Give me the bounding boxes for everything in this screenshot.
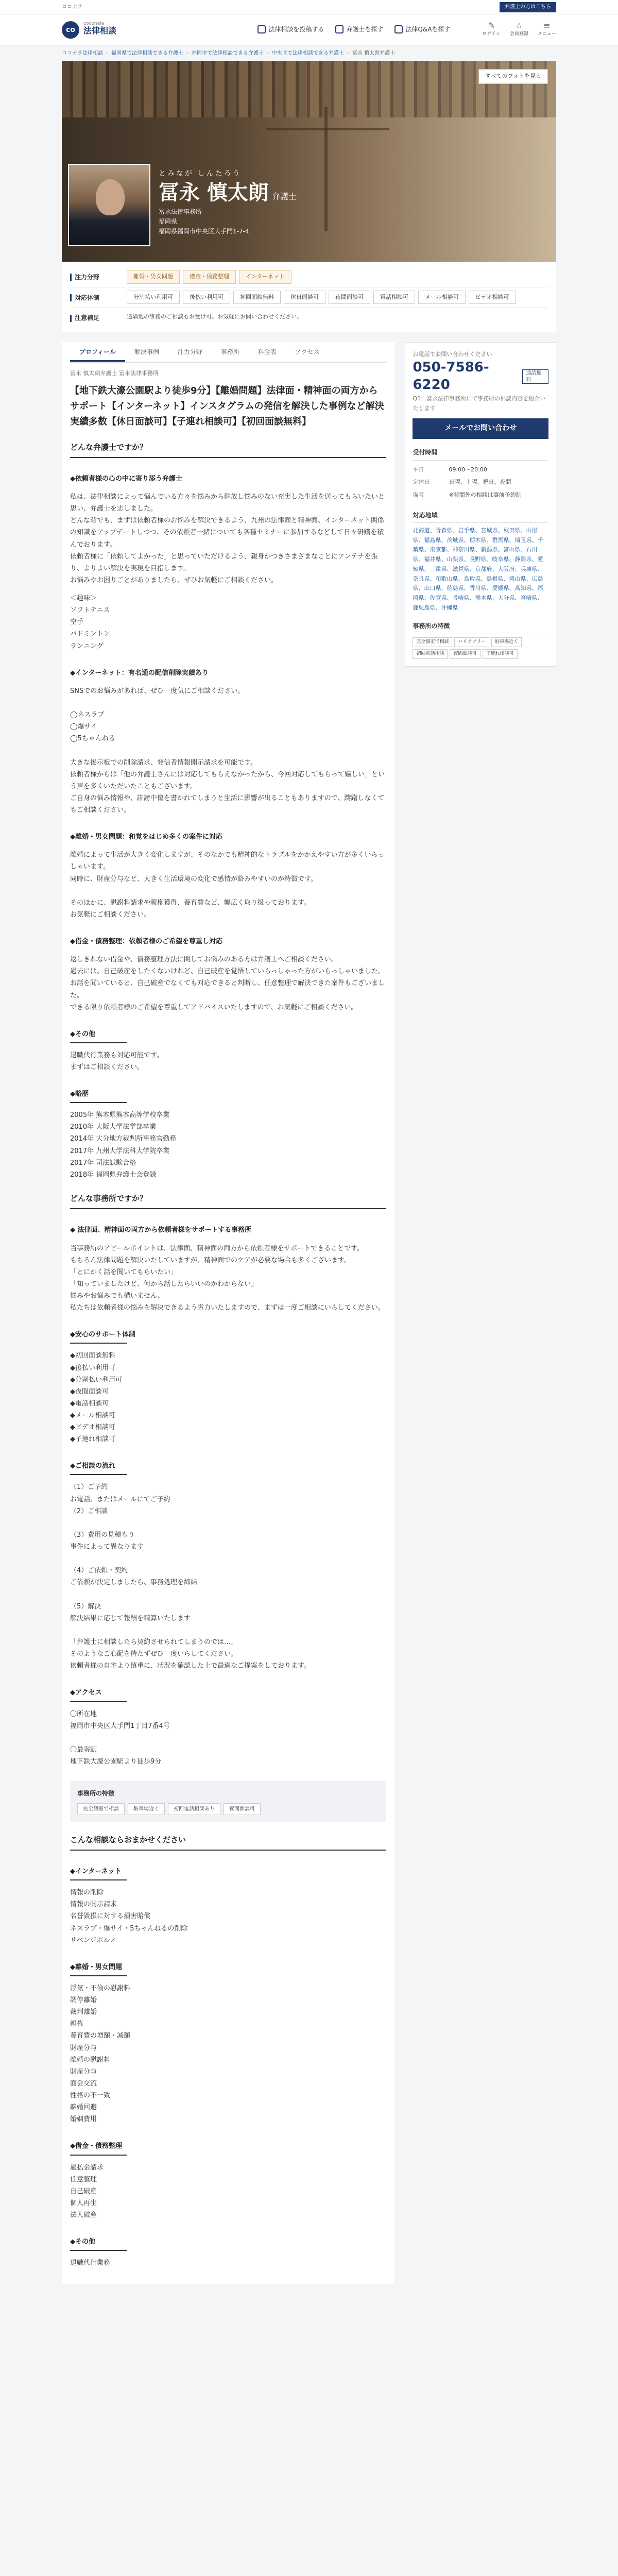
bar-association: 福岡県	[159, 217, 178, 225]
area-heading: 対応地域	[413, 510, 548, 523]
service-chip: 後払い利用可	[183, 291, 230, 304]
divorce-heading: ◆離婚・男女問題：和覚をはじめ多くの案件に対応	[70, 833, 222, 841]
topbar	[0, 0, 618, 14]
breadcrumb-current: 冨永 慎太朗弁護士	[352, 50, 396, 56]
feature-chip: 完全個室で相談	[413, 637, 452, 647]
person-icon	[335, 25, 344, 33]
profile-main	[62, 342, 394, 2285]
office-feature-chip: 初回電話相談あり	[168, 1803, 220, 1815]
feature-chip: 夜間面談可	[450, 649, 480, 659]
internet-text: SNSでのお悩みがあれば、ぜひ一度気にご相談ください。 ◯ネスラブ ◯爆サイ ◯5ちゃんねる 大きな掲示板での削除請求、発信者情報開示請求を可能です。 依頼者様からは「他の弁護士さんには対応してもらえなかったから、今回対応してもらって嬉しい」という声を多くいただいたこともございます。 ご自身の悩み情報や、誹謗中傷を書かれてしまうと生活に影響が出ることもありますので、躊躇しなくてもご相談ください。	[70, 687, 385, 815]
other-heading: ◆その他	[70, 1030, 95, 1038]
site-header	[0, 14, 618, 45]
heading-rule	[70, 2155, 127, 2156]
breadcrumb: ココナラ法律相談 › 福岡県で法律相談できる弁護士 › 福岡市で法律相談できる弁護士 › 中央区で法律相談できる弁護士 › 冨永 慎太朗弁護士	[0, 45, 618, 61]
flow-text: （1）ご予約 お電話、またはメールにてご予約 （2）ご相談 （3）費用の見積もり 事件によって異なります （4）ご依頼・契約 ご依頼が決定しましたら、事務処理を締結 （5）解決 解決結果に応じて報酬を精算いたします 「弁護士に相談したら契約させられてしまうのでは…」 そのようなご心配を持たずぜひ一度いらしてください。 依頼者様の自宅より慎重に、状況を確認した上で最適なご提案をしております。	[70, 1483, 311, 1670]
tab-profile[interactable]: プロフィール	[70, 342, 125, 362]
tab-office[interactable]: 事務所	[220, 348, 239, 355]
section-title-office: どんな事務所ですか？	[70, 1192, 386, 1210]
debt-text: 返しきれない借金や、債務整理方法に関してお悩みのある方は弁護士へご相談ください。 過去には、自己破産をしたくないけれど、自己破産を覚悟していらっしゃった方がいらっしゃいました。 お話を聞いていると、自己破産でなくても対応できると判断し、任意整理で解決できた案件もございました。 できる限り依頼者様のご希望を尊重してアドバイスいたしますので、お気軽にご相談ください。	[70, 956, 385, 1011]
section-title-lawyer: どんな弁護士ですか？	[70, 441, 386, 459]
office-feature-box	[70, 1781, 386, 1822]
service-chip: 電話相談可	[373, 291, 415, 304]
logo-icon: co	[62, 21, 79, 39]
intro-text: 私は、法律相談によって悩んでいる方々を悩みから解放し悩みのない充実した生活を送ってもらいたいと思い、弁護士を志しました。 どんな時でも、まずは依頼者様のお悩みを解決できるよう、九州の法律面と精神面、インターネット関係の知識をアップデートしつつ、その依頼者一緒についても各種セミナーに参加するなどして日々研鑽を積んでおります。 依頼者様に「依頼してよかった」と思っていただけるよう、親身かつきさまざまなことにアンテナを張り、よりよい解決を実現を目指します。 お悩みやお困りごとがありましたら、ぜひお気軽にご相談ください。	[70, 493, 385, 584]
lawyer-info	[159, 168, 297, 236]
consult-debt-heading: ◆借金・債務整理	[70, 2142, 122, 2150]
site-logo[interactable]	[62, 21, 116, 39]
menu-button[interactable]: ≡ メニュー	[537, 20, 556, 37]
nav-find-qa[interactable]: 法律Q&Aを探す	[394, 24, 450, 35]
feature-chip: 初回電話相談	[413, 649, 448, 659]
fields-panel	[62, 262, 556, 332]
tab-fields[interactable]: 注力分野	[177, 348, 202, 355]
section-title-consult: こんな相談ならおまかせください	[70, 1834, 386, 1851]
feature-chip: 駐車場近く	[491, 637, 522, 647]
service-chip: 分割払い利用可	[127, 291, 180, 304]
lawyer-register-button[interactable]: 弁護士の方はこちら	[500, 2, 556, 12]
nav-post-consult[interactable]: 法律相談を投稿する	[258, 24, 324, 35]
consult-debt-text: 過払金請求 任意整理 自己破産 個人再生 法人破産	[70, 2163, 104, 2219]
divorce-text: 離婚によって生活が大きく変化しますが、そのなかでも精神的なトラブルをかかえやすい方が多くいらっしゃいます。 同時に、財産分与など、大きく生活環境の変化で感情が絡みやすいのが特徴です。 そのほかに、慰謝料請求や親権獲得、養育費など、幅広く取り扱っております。 お気軽にご相談ください。	[70, 851, 385, 919]
breadcrumb-item[interactable]: 福岡県で法律相談できる弁護士	[111, 50, 183, 56]
contact-caption: お電話でお問い合わせください	[413, 350, 492, 358]
debt-heading: ◆借金・債務整理：依頼者様のご希望を尊重し対応	[70, 938, 222, 946]
contact-card	[405, 342, 556, 667]
phone-number[interactable]: 050-7586-6220 通話無料	[413, 359, 548, 394]
header-nav	[258, 21, 556, 38]
tab-fees[interactable]: 料金表	[258, 348, 277, 355]
lawyer-title: 弁護士	[271, 191, 297, 201]
safe-heading: ◆安心のサポート体制	[70, 1331, 135, 1339]
heading-rule	[70, 2250, 127, 2251]
notice-row	[70, 308, 548, 326]
service-chip: 初回面談無料	[233, 291, 281, 304]
service-chip: ビデオ相談可	[469, 291, 516, 304]
consult-other-heading: ◆その他	[70, 2238, 95, 2246]
access-heading: ◆アクセス	[70, 1689, 102, 1697]
tab-access[interactable]: アクセス	[295, 348, 320, 355]
office-name: 冨永法律事務所	[159, 208, 202, 215]
tab-cases[interactable]: 解決事例	[134, 348, 159, 355]
focus-fields-label: 注力分野	[70, 270, 127, 282]
login-icon: ✎	[488, 20, 495, 30]
office-feature-chip: 駐車場近く	[128, 1803, 165, 1815]
profile-headline: 【地下鉄大濠公園駅より徒歩9分】【離婚問題】法律面・精神面の両方からサポート【インターネット】インスタグラムの発信を解決した事例など解決実績多数【休日面談可】【子連れ相談可】【初回面談無料】	[70, 385, 384, 427]
lawyer-name: 冨永 慎太朗 弁護士	[159, 180, 297, 205]
support-heading: ◆ 法律面、精神面の両方から依頼者様をサポートする事務所	[70, 1226, 252, 1234]
logo-main-text: 法律相談	[83, 26, 117, 36]
heading-rule	[70, 1879, 127, 1880]
intro-heading: ◆依頼者様の心の中に寄り添う弁護士	[70, 475, 182, 483]
profile-hero	[62, 61, 556, 262]
flow-heading: ◆ご相談の流れ	[70, 1462, 115, 1470]
lawyer-photo[interactable]	[68, 164, 150, 246]
qa-icon	[394, 25, 403, 33]
view-photos-button[interactable]: すべてのフォトを見る	[478, 69, 548, 84]
focus-fields-row	[70, 267, 548, 287]
service-chip: メール相談可	[418, 291, 466, 304]
support-text: 当事務所のアピールポイントは、法律面、精神面の両方から依頼者様をサポートできることです。 もちろん法律問題を解決いたしていますが、精神面でのケアが必要な場合も多くございます。 「とにかく話を聞いてもらいたい」 「知っていましたけど、何から話したらいいのかわからない」 悩みやお悩みでも構いません。 私たちは依頼者様の悩みを解決できるよう労力いたしますので、まずは一度ご相談にいらしてください。	[70, 1244, 385, 1312]
mail-contact-button[interactable]: メールでお問い合わせ	[413, 418, 548, 439]
contact-note: Q1：冨永法律事務所にて事務所の相談内容を紹介いたします	[413, 395, 546, 412]
hobby-text: ＜趣味＞ ソフトテニス 空手 バドミントン ランニング	[70, 595, 110, 650]
career-text: 2005年 熊本県熊本高等学校卒業 2010年 大阪大学法学部卒業 2014年 大分地方裁判所事務官勤務 2017年 九州大学法科大学院卒業 2017年 司法試験合格 2018年 福岡県弁護士会登録	[70, 1111, 177, 1179]
access-text: 〇所在地 福岡市中央区大手門1丁目7番4号 〇最寄駅 地下鉄大濠公園駅より徒歩9分	[70, 1710, 170, 1766]
other-text: 退職代行業務も対応可能です。 まずはご相談ください。	[70, 1051, 163, 1071]
office-feature-title: 事務所の特徴	[77, 1790, 115, 1798]
focus-field-chip[interactable]: インターネット	[239, 270, 291, 284]
office-address: 福岡県福岡市中央区大手門1-7-4	[159, 228, 249, 235]
consult-other-text: 退職代行業務	[70, 2259, 111, 2267]
breadcrumb-item[interactable]: ココナラ法律相談	[62, 50, 103, 56]
notice-text: 遠隔地の事務のご相談もお受け可。お気軽にお問い合わせください。	[127, 313, 302, 320]
topbar-brand[interactable]: ココナラ	[62, 4, 82, 10]
service-label: 対応体制	[70, 291, 127, 303]
table-row: 平日 09:00～20:00	[413, 466, 487, 473]
nav-find-lawyer[interactable]: 弁護士を探す	[335, 24, 383, 35]
menu-icon: ≡	[543, 20, 551, 30]
free-call-badge: 通話無料	[522, 369, 548, 384]
feature-chip: 子連れ相談可	[483, 649, 518, 659]
internet-heading: ◆インターネット：有名通の配信削除実績あり	[70, 669, 209, 677]
consult-internet-heading: ◆インターネット	[70, 1868, 122, 1876]
heading-rule	[70, 1102, 127, 1103]
pencil-icon	[258, 25, 266, 33]
heading-rule	[70, 1701, 127, 1702]
login-button[interactable]: ✎ ログイン	[482, 20, 501, 37]
star-icon: ☆	[515, 20, 523, 30]
scale-of-justice-image	[324, 107, 438, 231]
focus-field-chip[interactable]: 借金・債務整理	[183, 270, 236, 284]
service-row	[70, 287, 548, 308]
consult-divorce-heading: ◆離婚・男女問題	[70, 1963, 122, 1971]
safe-text: ◆初回面談無料 ◆後払い利用可 ◆分割払い利用可 ◆夜間面談可 ◆電話相談可 ◆メール相談可 ◆ビデオ相談可 ◆子連れ相談可	[70, 1352, 122, 1444]
lawyer-kana: とみなが しんたろう	[159, 170, 242, 178]
table-row: 備考 ※時間外の相談は事前予約制	[413, 491, 522, 498]
heading-rule	[70, 1042, 127, 1043]
heading-rule	[70, 1343, 127, 1344]
profile-tabs	[70, 342, 386, 363]
area-list: 北海道、青森県、岩手県、宮城県、秋田県、山形県、福島県、茨城県、栃木県、群馬県、埼玉県、千葉県、東京都、神奈川県、新潟県、富山県、石川県、福井県、山梨県、長野県、岐阜県、静岡県、愛知県、三重県、滋賀県、京都府、大阪府、兵庫県、奈良県、和歌山県、鳥取県、島根県、岡山県、広島県、山口県、徳島県、香川県、愛媛県、高知県、福岡県、佐賀県、長崎県、熊本県、大分県、宮崎県、鹿児島県、沖縄県	[413, 527, 543, 611]
heading-rule	[70, 1975, 127, 1976]
career-heading: ◆略歴	[70, 1090, 89, 1098]
notice-label: 注意補足	[70, 311, 127, 323]
consult-internet-text: 情報の削除 情報の開示請求 名誉毀損に対する損害賠償 ネスラブ・爆サイ・5ちゃんねるの削除 リベンジポルノ	[70, 1889, 188, 1944]
logo-small-text: coconala	[83, 21, 105, 26]
hours-table	[413, 464, 548, 502]
hours-heading: 受付時間	[413, 447, 548, 460]
focus-field-chip[interactable]: 離婚・男女問題	[127, 270, 180, 284]
signup-button[interactable]: ☆ 会員登録	[509, 20, 528, 37]
heading-rule	[70, 1474, 127, 1475]
consult-divorce-text: 浮気・不倫の慰謝料 調停離婚 裁判離婚 親権 養育費の増額・減額 財産分与 離婚の慰謝料 財産分与 面会交流 性格の不一致 離婚回避 婚姻費用	[70, 1984, 131, 2124]
office-feature-chip: 夜間面談可	[224, 1803, 261, 1815]
contact-sidebar	[405, 342, 556, 667]
service-chip: 休日面談可	[284, 291, 325, 304]
office-line: 冨永 慎太朗弁護士 冨永法律事務所	[70, 369, 159, 377]
breadcrumb-item[interactable]: 福岡市で法律相談できる弁護士	[192, 50, 264, 56]
office-feature-chip: 完全個室で相談	[77, 1803, 125, 1815]
service-chip: 夜間面談可	[329, 291, 370, 304]
feature-heading: 事務所の特徴	[413, 621, 548, 634]
feature-chip: バリアフリー	[454, 637, 489, 647]
breadcrumb-item[interactable]: 中央区で法律相談できる弁護士	[272, 50, 344, 56]
table-row: 定休日 日曜、土曜、祝日、夜間	[413, 479, 511, 486]
